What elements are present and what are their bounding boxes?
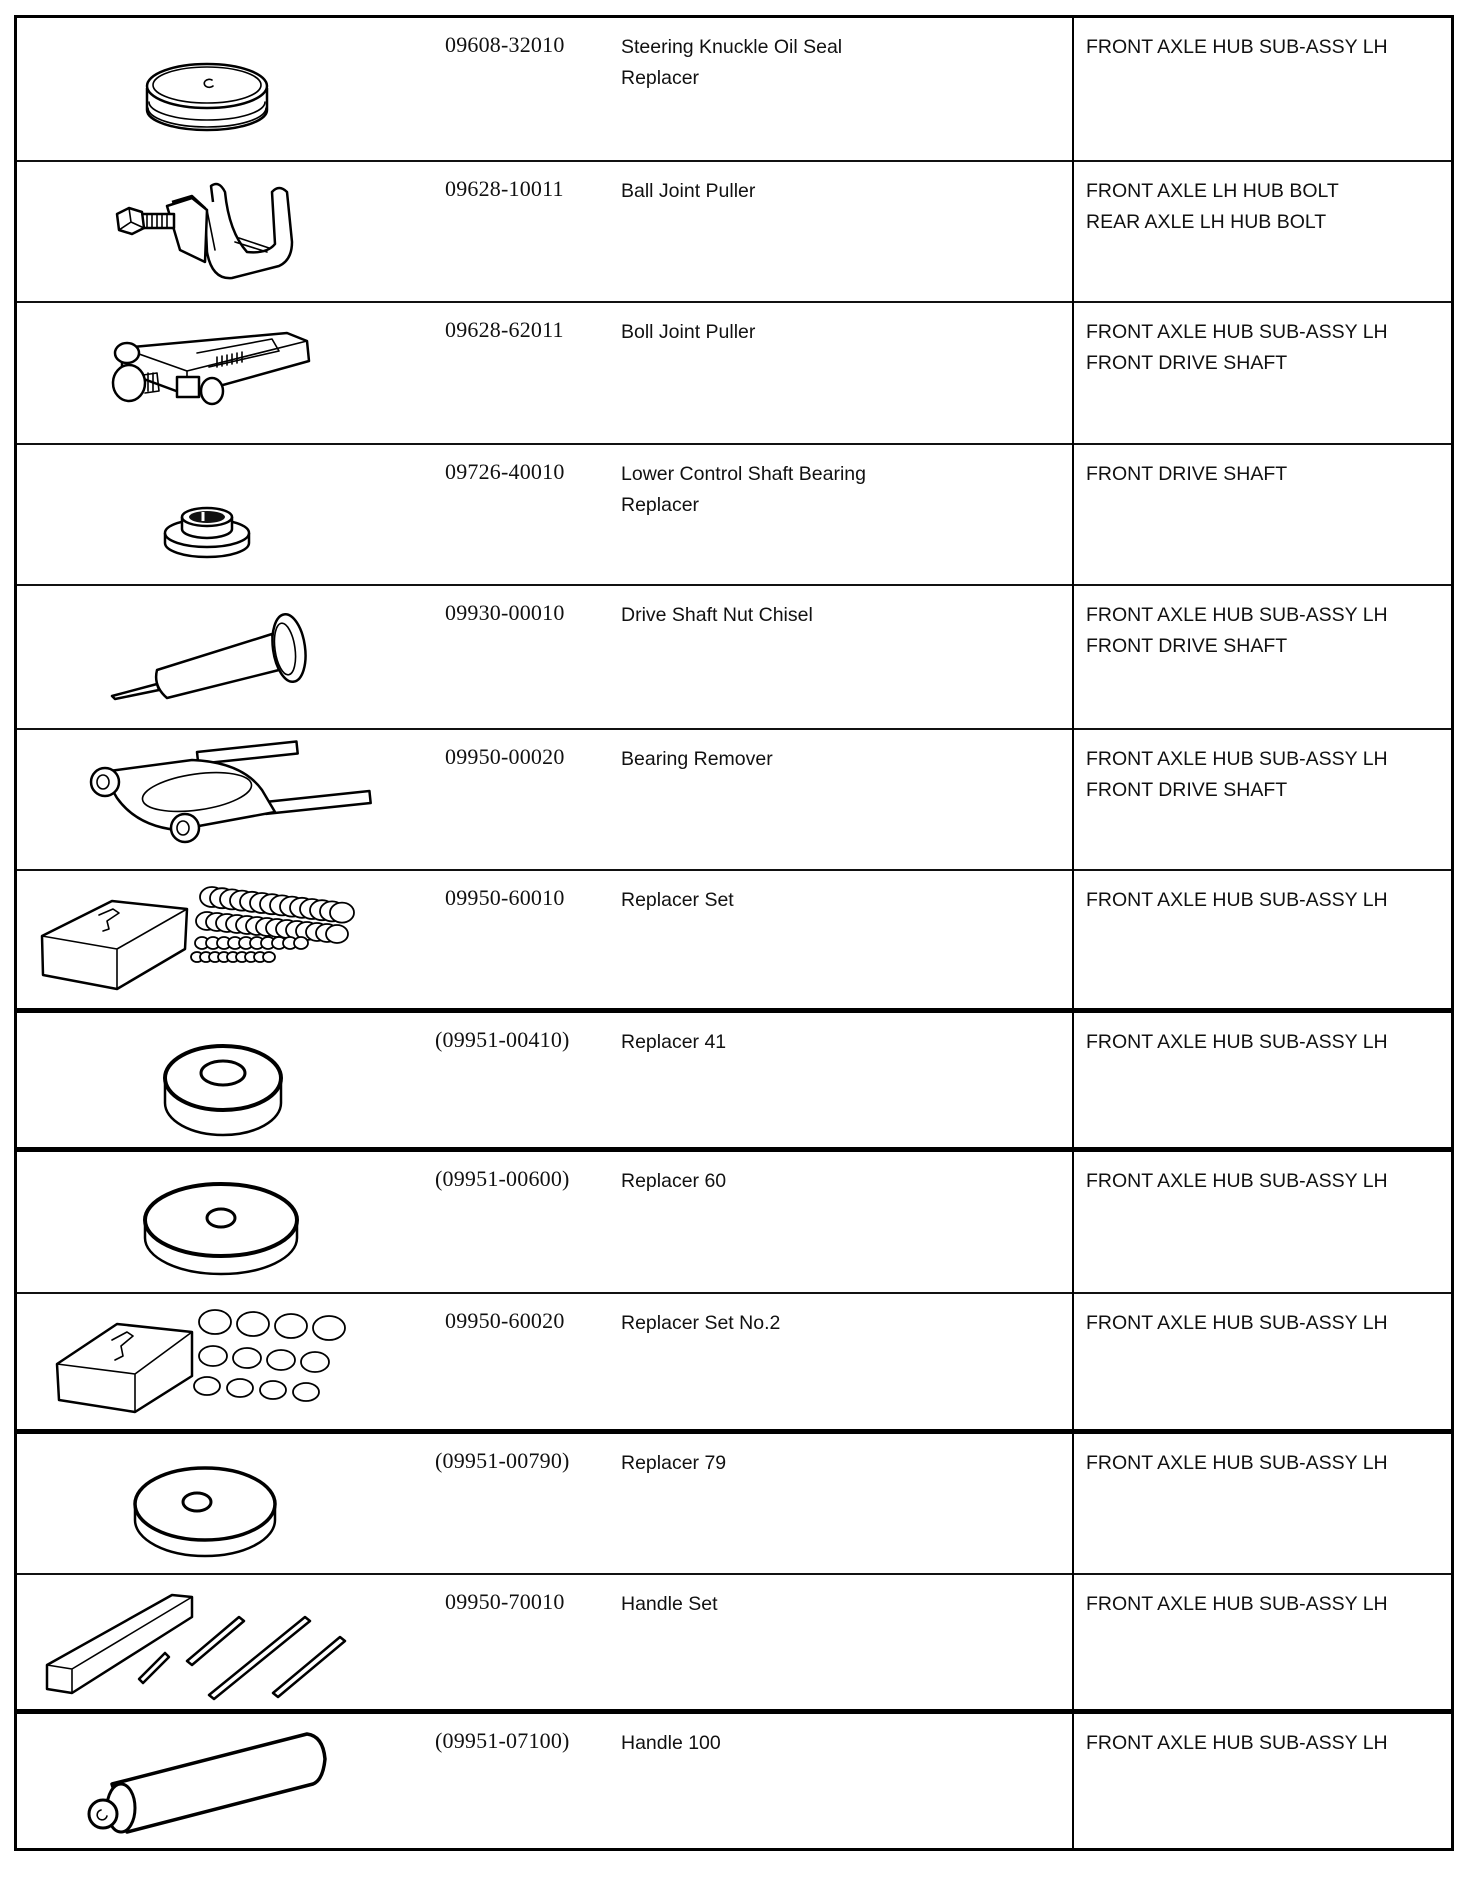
tool-name-line: Replacer 79 bbox=[621, 1452, 727, 1474]
applicable-part: REAR AXLE LH HUB BOLT bbox=[1086, 211, 1327, 233]
bearing-remover-icon bbox=[17, 730, 427, 869]
table-row bbox=[17, 18, 1451, 160]
replacer-disc bbox=[227, 1379, 253, 1397]
part-number: 09950-60020 bbox=[445, 1308, 565, 1333]
tool-name bbox=[621, 885, 1041, 916]
part-number: 09950-70010 bbox=[445, 1589, 565, 1614]
applicable-part: FRONT AXLE HUB SUB-ASSY LH bbox=[1086, 889, 1388, 911]
applicable-parts bbox=[1086, 885, 1388, 916]
table-row bbox=[17, 1292, 1451, 1429]
applicable-part: FRONT AXLE HUB SUB-ASSY LH bbox=[1086, 748, 1388, 770]
applicable-parts bbox=[1086, 459, 1287, 490]
tool-name-line: Replacer Set bbox=[621, 889, 734, 911]
tool-name-line: Steering Knuckle Oil Seal bbox=[621, 36, 843, 58]
tool-name bbox=[621, 459, 1041, 521]
applicable-parts bbox=[1086, 1166, 1388, 1197]
applicable-part: FRONT DRIVE SHAFT bbox=[1086, 352, 1288, 374]
applicable-part: FRONT AXLE LH HUB BOLT bbox=[1086, 180, 1339, 202]
tool-name-line: Boll Joint Puller bbox=[621, 321, 756, 343]
applicable-part: FRONT AXLE HUB SUB-ASSY LH bbox=[1086, 1732, 1388, 1754]
tools-table bbox=[14, 15, 1454, 1851]
replacer-disc bbox=[267, 1350, 295, 1370]
ball-joint-puller-2-icon bbox=[17, 303, 427, 443]
tool-name bbox=[621, 1589, 1041, 1620]
part-number: 09628-62011 bbox=[445, 317, 564, 342]
applicable-part: FRONT AXLE HUB SUB-ASSY LH bbox=[1086, 1312, 1388, 1334]
tool-name bbox=[621, 1448, 1041, 1479]
applicable-part: FRONT DRIVE SHAFT bbox=[1086, 463, 1288, 485]
part-number: 09950-60010 bbox=[445, 885, 565, 910]
applicable-part: FRONT AXLE HUB SUB-ASSY LH bbox=[1086, 1452, 1388, 1474]
replacer-disc bbox=[199, 1346, 227, 1366]
table-row bbox=[17, 301, 1451, 443]
oil-seal-replacer-icon bbox=[17, 18, 427, 160]
replacer-disc bbox=[194, 1377, 220, 1395]
replacer-disc bbox=[294, 937, 308, 949]
part-number: (09951-00600) bbox=[435, 1166, 570, 1191]
applicable-parts bbox=[1086, 1308, 1388, 1339]
replacer-set-2-icon bbox=[17, 1294, 427, 1429]
replacer-disc bbox=[263, 952, 275, 962]
applicable-part: FRONT DRIVE SHAFT bbox=[1086, 779, 1288, 801]
part-number: 09950-00020 bbox=[445, 744, 565, 769]
replacer-disc bbox=[293, 1383, 319, 1401]
applicable-part: FRONT AXLE HUB SUB-ASSY LH bbox=[1086, 321, 1388, 343]
replacer-disc bbox=[326, 925, 348, 943]
applicable-part: FRONT DRIVE SHAFT bbox=[1086, 635, 1288, 657]
applicable-parts bbox=[1086, 1448, 1388, 1479]
table-row bbox=[17, 1429, 1451, 1573]
tool-name-line: Drive Shaft Nut Chisel bbox=[621, 604, 813, 626]
tool-name bbox=[621, 600, 1041, 631]
applicable-parts bbox=[1086, 176, 1339, 238]
tool-name bbox=[621, 1027, 1041, 1058]
replacer-disc bbox=[275, 1314, 307, 1338]
tool-name-line: Replacer bbox=[621, 494, 700, 516]
applicable-parts bbox=[1086, 744, 1388, 806]
tool-name bbox=[621, 317, 1041, 348]
table-row bbox=[17, 443, 1451, 584]
tool-name-line: Lower Control Shaft Bearing bbox=[621, 463, 866, 485]
tool-name bbox=[621, 1728, 1041, 1759]
applicable-parts bbox=[1086, 600, 1388, 662]
tool-name-line: Replacer 41 bbox=[621, 1031, 727, 1053]
replacer-disc bbox=[233, 1348, 261, 1368]
replacer-disc bbox=[330, 903, 354, 923]
table-row bbox=[17, 728, 1451, 869]
replacer-disc bbox=[199, 1310, 231, 1334]
table-row bbox=[17, 1147, 1451, 1292]
tool-name bbox=[621, 1308, 1041, 1339]
tool-name-line: Replacer Set No.2 bbox=[621, 1312, 781, 1334]
tool-name bbox=[621, 32, 1041, 94]
applicable-parts bbox=[1086, 317, 1388, 379]
bearing-replacer-icon bbox=[17, 445, 427, 584]
part-number: 09726-40010 bbox=[445, 459, 565, 484]
tool-name-line: Ball Joint Puller bbox=[621, 180, 756, 202]
applicable-parts bbox=[1086, 1728, 1388, 1759]
tool-name-line: Bearing Remover bbox=[621, 748, 773, 770]
handle-set-icon bbox=[17, 1575, 427, 1709]
replacer-79-icon bbox=[17, 1434, 427, 1573]
applicable-part: FRONT AXLE HUB SUB-ASSY LH bbox=[1086, 604, 1388, 626]
applicable-part: FRONT AXLE HUB SUB-ASSY LH bbox=[1086, 1170, 1388, 1192]
replacer-disc bbox=[313, 1316, 345, 1340]
table-row bbox=[17, 584, 1451, 728]
part-number: (09951-00410) bbox=[435, 1027, 570, 1052]
part-number: 09930-00010 bbox=[445, 600, 565, 625]
tool-name-line: Handle 100 bbox=[621, 1732, 721, 1754]
part-number: (09951-00790) bbox=[435, 1448, 570, 1473]
applicable-part: FRONT AXLE HUB SUB-ASSY LH bbox=[1086, 1593, 1388, 1615]
applicable-part: FRONT AXLE HUB SUB-ASSY LH bbox=[1086, 1031, 1388, 1053]
replacer-disc bbox=[237, 1312, 269, 1336]
applicable-part: FRONT AXLE HUB SUB-ASSY LH bbox=[1086, 36, 1388, 58]
column-divider bbox=[1072, 18, 1074, 1848]
part-number: 09628-10011 bbox=[445, 176, 564, 201]
part-number: (09951-07100) bbox=[435, 1728, 570, 1753]
replacer-41-icon bbox=[17, 1013, 427, 1147]
applicable-parts bbox=[1086, 1027, 1388, 1058]
tool-name bbox=[621, 744, 1041, 775]
table-row bbox=[17, 1709, 1451, 1851]
chisel-icon bbox=[17, 586, 427, 728]
part-number: 09608-32010 bbox=[445, 32, 565, 57]
table-row bbox=[17, 1573, 1451, 1709]
applicable-parts bbox=[1086, 1589, 1388, 1620]
replacer-disc bbox=[260, 1381, 286, 1399]
tool-name bbox=[621, 176, 1041, 207]
applicable-parts bbox=[1086, 32, 1388, 63]
tool-name bbox=[621, 1166, 1041, 1197]
table-row bbox=[17, 869, 1451, 1008]
tool-name-line: Replacer 60 bbox=[621, 1170, 727, 1192]
replacer-set-icon bbox=[17, 871, 427, 1008]
tool-name-line: Replacer bbox=[621, 67, 700, 89]
tool-name-line: Handle Set bbox=[621, 1593, 718, 1615]
replacer-60-icon bbox=[17, 1152, 427, 1292]
table-row bbox=[17, 160, 1451, 301]
replacer-disc bbox=[301, 1352, 329, 1372]
table-row bbox=[17, 1008, 1451, 1147]
ball-joint-puller-icon bbox=[17, 162, 427, 301]
handle-100-icon bbox=[17, 1714, 427, 1851]
